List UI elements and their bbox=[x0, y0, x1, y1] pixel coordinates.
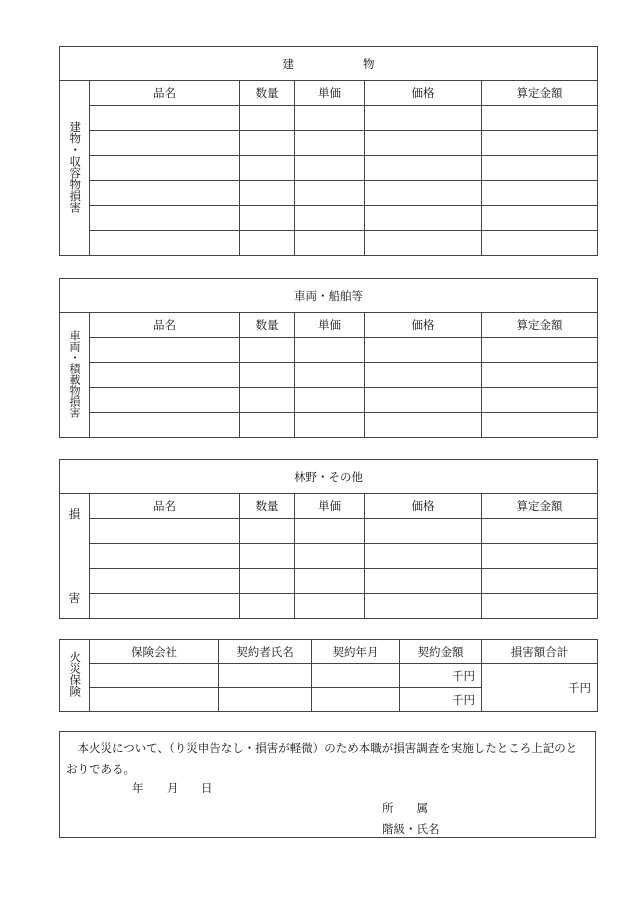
quantity-cell[interactable] bbox=[240, 519, 295, 544]
table-row bbox=[60, 544, 598, 569]
assessed-amount-cell[interactable] bbox=[482, 206, 598, 231]
policyholder-name-cell[interactable] bbox=[219, 688, 312, 712]
unit-price-cell[interactable] bbox=[295, 106, 365, 131]
contract-amount-cell[interactable] bbox=[400, 664, 482, 688]
table-row bbox=[60, 206, 598, 231]
price-cell[interactable] bbox=[365, 206, 482, 231]
assessed-amount-cell[interactable] bbox=[482, 569, 598, 594]
date-day-label: 日 bbox=[201, 781, 213, 795]
item-name-cell[interactable] bbox=[90, 156, 240, 181]
contract-date-cell[interactable] bbox=[312, 688, 400, 712]
col-header-assessed-amount: 算定金額 bbox=[482, 494, 598, 519]
unit-price-cell[interactable] bbox=[295, 413, 365, 438]
assessed-amount-cell[interactable] bbox=[482, 519, 598, 544]
quantity-cell[interactable] bbox=[240, 363, 295, 388]
table-row bbox=[60, 594, 598, 619]
col-header-total-damage: 損害額合計 bbox=[482, 640, 598, 664]
unit-price-cell[interactable] bbox=[295, 519, 365, 544]
table-row bbox=[60, 131, 598, 156]
quantity-cell[interactable] bbox=[240, 231, 295, 256]
price-cell[interactable] bbox=[365, 569, 482, 594]
col-header-unit-price: 単価 bbox=[295, 494, 365, 519]
table-row bbox=[60, 664, 598, 688]
unit-price-cell[interactable] bbox=[295, 206, 365, 231]
quantity-cell[interactable] bbox=[240, 413, 295, 438]
unit-price-cell[interactable] bbox=[295, 231, 365, 256]
table-row bbox=[60, 156, 598, 181]
col-header-item-name: 品名 bbox=[90, 494, 240, 519]
assessed-amount-cell[interactable] bbox=[482, 413, 598, 438]
unit-label: 千円 bbox=[568, 680, 591, 695]
quantity-cell[interactable] bbox=[240, 569, 295, 594]
price-cell[interactable] bbox=[365, 181, 482, 206]
forest-side-label-cell bbox=[60, 494, 90, 619]
assessed-amount-cell[interactable] bbox=[482, 131, 598, 156]
item-name-cell[interactable] bbox=[90, 338, 240, 363]
statement-box bbox=[59, 731, 596, 838]
unit-price-cell[interactable] bbox=[295, 544, 365, 569]
total-damage-cell[interactable] bbox=[482, 664, 598, 712]
fire-insurance-table bbox=[59, 639, 598, 712]
table-row bbox=[60, 106, 598, 131]
item-name-cell[interactable] bbox=[90, 413, 240, 438]
quantity-cell[interactable] bbox=[240, 338, 295, 363]
unit-price-cell[interactable] bbox=[295, 156, 365, 181]
col-header-unit-price: 単価 bbox=[295, 81, 365, 106]
policyholder-name-cell[interactable] bbox=[219, 664, 312, 688]
col-header-quantity: 数量 bbox=[240, 494, 295, 519]
price-cell[interactable] bbox=[365, 519, 482, 544]
item-name-cell[interactable] bbox=[90, 206, 240, 231]
building-section-title: 建 物 bbox=[60, 47, 598, 81]
col-header-contract-date: 契約年月 bbox=[312, 640, 400, 664]
vehicle-section-title: 車両・船舶等 bbox=[60, 279, 598, 313]
statement-text: 本火災について、（り災申告なし・損害が軽微）のため本職が損害調査を実施したところ上記のとおりである。 bbox=[66, 741, 578, 776]
item-name-cell[interactable] bbox=[90, 131, 240, 156]
col-header-quantity: 数量 bbox=[240, 81, 295, 106]
unit-price-cell[interactable] bbox=[295, 594, 365, 619]
item-name-cell[interactable] bbox=[90, 388, 240, 413]
quantity-cell[interactable] bbox=[240, 388, 295, 413]
col-header-price: 価格 bbox=[365, 494, 482, 519]
unit-price-cell[interactable] bbox=[295, 388, 365, 413]
price-cell[interactable] bbox=[365, 338, 482, 363]
date-year-label: 年 bbox=[132, 781, 144, 795]
table-row bbox=[60, 363, 598, 388]
quantity-cell[interactable] bbox=[240, 131, 295, 156]
vehicle-side-label: 車両・積載物損害 bbox=[68, 329, 81, 418]
quantity-cell[interactable] bbox=[240, 106, 295, 131]
price-cell[interactable] bbox=[365, 156, 482, 181]
col-header-insurance-company: 保険会社 bbox=[90, 640, 219, 664]
assessed-amount-cell[interactable] bbox=[482, 156, 598, 181]
price-cell[interactable] bbox=[365, 594, 482, 619]
date-month-label: 月 bbox=[167, 781, 179, 795]
unit-price-cell[interactable] bbox=[295, 569, 365, 594]
col-header-policyholder-name: 契約者氏名 bbox=[219, 640, 312, 664]
col-header-price: 価格 bbox=[365, 81, 482, 106]
assessed-amount-cell[interactable] bbox=[482, 388, 598, 413]
assessed-amount-cell[interactable] bbox=[482, 106, 598, 131]
unit-price-cell[interactable] bbox=[295, 181, 365, 206]
col-header-quantity: 数量 bbox=[240, 313, 295, 338]
assessed-amount-cell[interactable] bbox=[482, 231, 598, 256]
col-header-contract-amount: 契約金額 bbox=[400, 640, 482, 664]
assessed-amount-cell[interactable] bbox=[482, 181, 598, 206]
col-header-item-name: 品名 bbox=[90, 81, 240, 106]
forest-side-label-bottom: 害 bbox=[68, 591, 81, 605]
item-name-cell[interactable] bbox=[90, 181, 240, 206]
item-name-cell[interactable] bbox=[90, 519, 240, 544]
building-damage-table bbox=[59, 46, 598, 256]
assessed-amount-cell[interactable] bbox=[482, 594, 598, 619]
item-name-cell[interactable] bbox=[90, 569, 240, 594]
item-name-cell[interactable] bbox=[90, 594, 240, 619]
table-row bbox=[60, 231, 598, 256]
table-row bbox=[60, 519, 598, 544]
col-header-price: 価格 bbox=[365, 313, 482, 338]
forest-other-damage-table bbox=[59, 459, 598, 619]
col-header-unit-price: 単価 bbox=[295, 313, 365, 338]
contract-date-cell[interactable] bbox=[312, 664, 400, 688]
col-header-assessed-amount: 算定金額 bbox=[482, 313, 598, 338]
forest-section-title: 林野・その他 bbox=[60, 460, 598, 494]
insurance-company-cell[interactable] bbox=[90, 664, 219, 688]
unit-price-cell[interactable] bbox=[295, 363, 365, 388]
insurance-side-label-cell bbox=[60, 640, 90, 712]
rank-name-label: 階級・氏名 bbox=[382, 822, 440, 836]
assessed-amount-cell[interactable] bbox=[482, 338, 598, 363]
unit-label: 千円 bbox=[452, 669, 475, 683]
price-cell[interactable] bbox=[365, 106, 482, 131]
contract-amount-cell[interactable] bbox=[400, 688, 482, 712]
table-row bbox=[60, 181, 598, 206]
item-name-cell[interactable] bbox=[90, 544, 240, 569]
item-name-cell[interactable] bbox=[90, 231, 240, 256]
unit-price-cell[interactable] bbox=[295, 131, 365, 156]
item-name-cell[interactable] bbox=[90, 106, 240, 131]
item-name-cell[interactable] bbox=[90, 363, 240, 388]
unit-price-cell[interactable] bbox=[295, 338, 365, 363]
unit-label: 千円 bbox=[452, 693, 475, 707]
vehicle-damage-table bbox=[59, 278, 598, 438]
price-cell[interactable] bbox=[365, 363, 482, 388]
insurance-company-cell[interactable] bbox=[90, 688, 219, 712]
building-side-label: 建物・収容物損害 bbox=[68, 120, 83, 213]
col-header-item-name: 品名 bbox=[90, 313, 240, 338]
price-cell[interactable] bbox=[365, 231, 482, 256]
table-row bbox=[60, 413, 598, 438]
price-cell[interactable] bbox=[365, 413, 482, 438]
price-cell[interactable] bbox=[365, 131, 482, 156]
assessed-amount-cell[interactable] bbox=[482, 363, 598, 388]
table-row bbox=[60, 338, 598, 363]
price-cell[interactable] bbox=[365, 388, 482, 413]
quantity-cell[interactable] bbox=[240, 206, 295, 231]
affiliation-label: 所 属 bbox=[382, 801, 428, 815]
quantity-cell[interactable] bbox=[240, 156, 295, 181]
price-cell[interactable] bbox=[365, 544, 482, 569]
assessed-amount-cell[interactable] bbox=[482, 544, 598, 569]
quantity-cell[interactable] bbox=[240, 181, 295, 206]
table-row bbox=[60, 388, 598, 413]
vehicle-side-label-cell bbox=[60, 313, 90, 438]
building-side-label-cell bbox=[60, 81, 90, 256]
forest-side-label-top: 損 bbox=[68, 507, 81, 521]
table-row bbox=[60, 569, 598, 594]
quantity-cell[interactable] bbox=[240, 594, 295, 619]
quantity-cell[interactable] bbox=[240, 544, 295, 569]
insurance-side-label: 火災保険 bbox=[68, 651, 83, 697]
col-header-assessed-amount: 算定金額 bbox=[482, 81, 598, 106]
